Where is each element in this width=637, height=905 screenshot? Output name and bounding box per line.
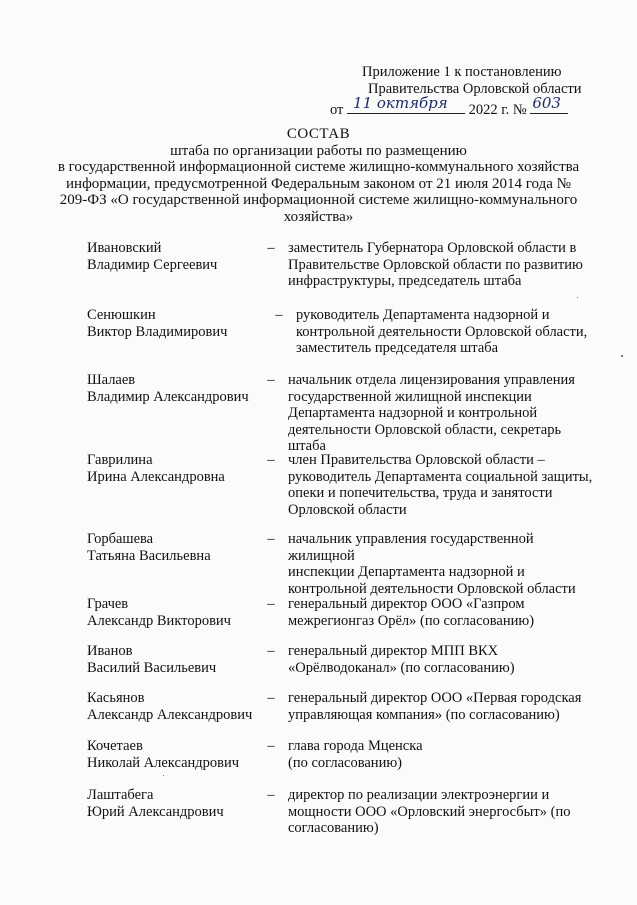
member-role bbox=[288, 531, 600, 597]
member-role bbox=[288, 596, 600, 629]
member-dash: – bbox=[267, 531, 275, 547]
member-given-names: Александр Викторович bbox=[87, 612, 231, 629]
title-line: штаба по организации работы по размещению bbox=[170, 142, 467, 159]
member-name bbox=[87, 643, 267, 676]
role-line: инфраструктуры, председатель штаба bbox=[288, 273, 522, 290]
role-line: управляющая компания» (по согласованию) bbox=[288, 706, 560, 723]
member-name bbox=[87, 531, 267, 564]
scan-speck bbox=[621, 355, 623, 357]
role-line: Орловской области bbox=[288, 501, 407, 518]
member-dash: – bbox=[267, 643, 275, 659]
member-dash: – bbox=[275, 307, 283, 323]
role-line: деятельности Орловской области, секретарь штаба bbox=[288, 421, 562, 455]
role-line: согласованию) bbox=[288, 820, 379, 837]
member-name bbox=[87, 240, 267, 273]
role-line: начальник управления государственной жилищной bbox=[288, 531, 534, 564]
role-line: начальник отдела лицензирования управления bbox=[288, 372, 575, 388]
member-given-names: Василий Васильевич bbox=[87, 659, 217, 676]
member-surname: Иванов bbox=[87, 643, 133, 659]
member-given-names: Татьяна Васильевна bbox=[87, 547, 211, 564]
role-line: заместитель Губернатора Орловской области в bbox=[288, 240, 577, 256]
role-line: глава города Мценска bbox=[288, 738, 423, 754]
role-line: генеральный директор МПП ВКХ bbox=[288, 643, 499, 659]
title-line: в государственной информационной системе жилищно-коммунального хозяйства bbox=[57, 159, 580, 175]
title-line: хозяйства» bbox=[283, 208, 354, 225]
scan-speck bbox=[577, 297, 578, 298]
member-dash: – bbox=[267, 690, 275, 706]
member-surname: Касьянов bbox=[87, 690, 145, 706]
member-name bbox=[87, 787, 267, 820]
document-title bbox=[0, 126, 637, 225]
member-role bbox=[288, 452, 600, 518]
member-given-names: Юрий Александрович bbox=[87, 803, 224, 820]
annex-number-field bbox=[530, 94, 568, 114]
role-line: Правительстве Орловской области по развитию bbox=[288, 256, 583, 273]
member-surname: Грачев bbox=[87, 596, 129, 612]
member-surname: Лаштабега bbox=[87, 787, 154, 803]
member-role bbox=[288, 240, 600, 290]
role-line: руководитель Департамента социальной защиты, bbox=[288, 468, 593, 485]
annex-header bbox=[330, 64, 600, 119]
annex-date-handwritten: 11 октября bbox=[353, 94, 448, 112]
member-dash: – bbox=[267, 372, 275, 388]
role-line: руководитель Департамента надзорной и bbox=[296, 307, 550, 323]
member-surname: Ивановский bbox=[87, 240, 162, 256]
role-line: контрольной деятельности Орловской области, bbox=[296, 323, 588, 340]
annex-date-field bbox=[347, 94, 465, 114]
member-given-names: Ирина Александровна bbox=[87, 468, 225, 485]
member-given-names: Владимир Александрович bbox=[87, 388, 249, 405]
role-line: Департамента надзорной и контрольной bbox=[288, 405, 538, 422]
annex-date-line bbox=[330, 94, 600, 119]
role-line: генеральный директор ООО «Первая городская bbox=[288, 690, 582, 706]
member-role bbox=[288, 738, 600, 771]
member-dash: – bbox=[267, 596, 275, 612]
member-given-names: Николай Александрович bbox=[87, 754, 240, 771]
member-role bbox=[288, 372, 600, 455]
title-head: СОСТАВ bbox=[286, 126, 351, 142]
title-line: информации, предусмотренной Федеральным законом от 21 июля 2014 года № bbox=[66, 175, 571, 192]
member-role bbox=[296, 307, 608, 357]
member-name bbox=[87, 452, 267, 485]
role-line: инспекции Департамента надзорной и bbox=[288, 564, 525, 581]
member-surname: Кочетаев bbox=[87, 738, 143, 754]
annex-from-label: от bbox=[330, 102, 344, 118]
role-line: генеральный директор ООО «Газпром bbox=[288, 596, 525, 612]
role-line: мощности ООО «Орловский энергосбыт» (по bbox=[288, 803, 571, 820]
member-dash: – bbox=[267, 452, 275, 468]
role-line: государственной жилищной инспекции bbox=[288, 388, 532, 405]
member-dash: – bbox=[267, 240, 275, 256]
annex-line-1: Приложение 1 к постановлению bbox=[362, 64, 562, 80]
member-given-names: Владимир Сергеевич bbox=[87, 256, 218, 273]
role-line: «Орёлводоканал» (по согласованию) bbox=[288, 659, 515, 676]
member-name bbox=[87, 307, 267, 340]
member-surname: Шалаев bbox=[87, 372, 136, 388]
annex-number-handwritten: 603 bbox=[532, 94, 561, 112]
member-surname: Горбашева bbox=[87, 531, 154, 547]
annex-line-2: Правительства Орловской области bbox=[368, 81, 582, 97]
member-surname: Гаврилина bbox=[87, 452, 153, 468]
member-name bbox=[87, 372, 267, 405]
member-name bbox=[87, 738, 267, 771]
role-line: опеки и попечительства, труда и занятости bbox=[288, 485, 553, 502]
title-line: 209-ФЗ «О государственной информационной системе жилищно-коммунального bbox=[59, 192, 578, 208]
member-dash: – bbox=[267, 787, 275, 803]
member-name bbox=[87, 596, 267, 629]
role-line: член Правительства Орловской области – bbox=[288, 452, 545, 468]
member-role bbox=[288, 643, 600, 676]
member-surname: Сенюшкин bbox=[87, 307, 156, 323]
role-line: заместитель председателя штаба bbox=[296, 340, 499, 357]
role-line: контрольной деятельности Орловской области bbox=[288, 580, 576, 597]
role-line: межрегионгаз Орёл» (по согласованию) bbox=[288, 612, 535, 629]
member-role bbox=[288, 787, 600, 837]
member-given-names: Александр Александрович bbox=[87, 706, 253, 723]
member-role bbox=[288, 690, 600, 723]
scan-speck bbox=[163, 775, 164, 776]
member-given-names: Виктор Владимирович bbox=[87, 323, 228, 340]
member-name bbox=[87, 690, 267, 723]
member-dash: – bbox=[267, 738, 275, 754]
role-line: (по согласованию) bbox=[288, 754, 402, 771]
annex-year-text: 2022 г. № bbox=[468, 102, 527, 118]
role-line: директор по реализации электроэнергии и bbox=[288, 787, 550, 803]
